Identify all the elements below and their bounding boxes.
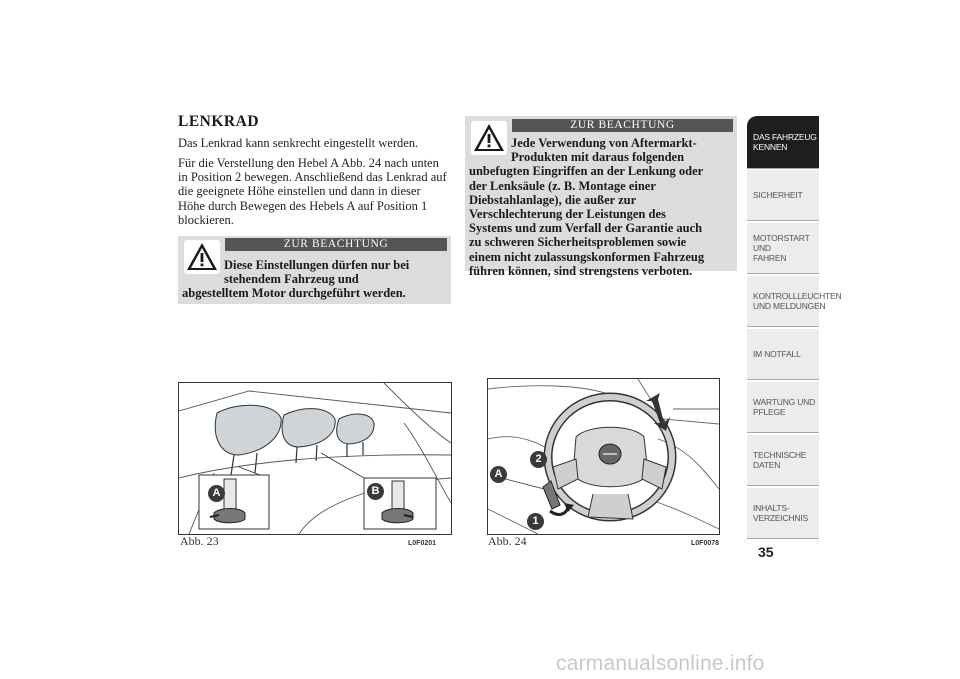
sidebar-tab-sicherheit[interactable] (747, 170, 819, 221)
tab-label: SICHERHEIT (753, 190, 803, 200)
sidebar-tab-wartung[interactable] (747, 382, 819, 433)
warning-line: Produkten mit daraus folgenden (511, 150, 685, 165)
watermark: carmanualsonline.info (556, 652, 765, 675)
sidebar-tab-technische-daten[interactable] (747, 435, 819, 486)
warning-line: Jede Verwendung von Aftermarkt- (511, 136, 697, 150)
tab-label: DATEN (753, 460, 781, 470)
warning-line: der Lenksäule (z. B. Montage einer (469, 178, 656, 193)
warning-line: führen können, sind strengstens verboten. (469, 263, 693, 278)
warning-title: ZUR BEACHTUNG (512, 119, 733, 132)
warning-line: stehendem Fahrzeug und (224, 272, 359, 287)
figure-24-steering-wheel (487, 378, 720, 535)
tab-label: KENNEN (753, 142, 788, 152)
callout-badge: B (367, 483, 384, 500)
warning-title: ZUR BEACHTUNG (225, 238, 447, 251)
warning-line: einem nicht zulassungskonformen Fahrzeug (469, 249, 705, 264)
callout-badge: 2 (530, 451, 547, 468)
callout-badge: A (490, 466, 507, 483)
instruction-paragraph: Für die Verstellung den Hebel A Abb. 24 nach unten in Position 2 bewegen. Anschließend das Lenkrad auf die geeignete Höhe einstellen und dann in dieser Höhe durch Bewegen des Hebels A auf Position 1 blockieren. (178, 156, 447, 227)
callout-badge: A (208, 485, 225, 502)
tab-label: TECHNISCHE (753, 450, 807, 460)
warning-line: Systems und zum Verfall der Garantie auch (469, 221, 703, 236)
tab-label: KONTROLLLEUCHTEN (753, 291, 842, 301)
sidebar-tab-kontrollleuchten[interactable] (747, 276, 842, 327)
figure-caption: Abb. 24 (488, 534, 527, 548)
warning-box-2 (465, 116, 737, 278)
tab-label: WARTUNG UND (753, 397, 816, 407)
tab-label: MOTORSTART UND (753, 233, 810, 253)
figure-23-head-restraints (178, 382, 452, 535)
sidebar-tab-motorstart[interactable] (747, 223, 819, 274)
tab-label: UND MELDUNGEN (753, 301, 826, 311)
sidebar-tab-inhaltsverzeichnis[interactable] (747, 488, 819, 539)
sidebar-tab-im-notfall[interactable] (747, 329, 819, 380)
warning-line: Verschlechterung der Leistungen des (469, 207, 666, 222)
figure-caption: Abb. 23 (180, 534, 219, 548)
tab-label: INHALTS- (753, 503, 790, 513)
warning-line: Diebstahlanlage), die außer zur (469, 192, 637, 207)
warning-line: Diese Einstellungen dürfen nur bei (224, 258, 410, 272)
warning-line: unbefugten Eingriffen an der Lenkung oder (469, 164, 704, 179)
warning-line: abgestelltem Motor durchgeführt werden. (182, 286, 406, 301)
tab-label: FAHREN (753, 253, 787, 263)
tab-label: DAS FAHRZEUG (753, 132, 817, 142)
sidebar-tab-das-fahrzeug-kennen[interactable] (747, 116, 819, 169)
tab-label: VERZEICHNIS (753, 513, 808, 523)
figure-code: L0F0078 (691, 540, 720, 547)
page-number: 35 (758, 544, 774, 560)
figure-code: L0F0201 (408, 540, 437, 547)
intro-paragraph: Das Lenkrad kann senkrecht eingestellt werden. (178, 136, 419, 150)
section-heading: LENKRAD (178, 113, 260, 130)
tab-label: PFLEGE (753, 407, 786, 417)
tab-label: IM NOTFALL (753, 349, 801, 359)
callout-badge: 1 (527, 513, 544, 530)
warning-box-1 (178, 236, 451, 304)
head-restraint-illustration (179, 383, 451, 534)
steering-wheel-illustration (488, 379, 719, 534)
warning-line: zu schweren Sicherheitsproblemen sowie (469, 235, 687, 250)
